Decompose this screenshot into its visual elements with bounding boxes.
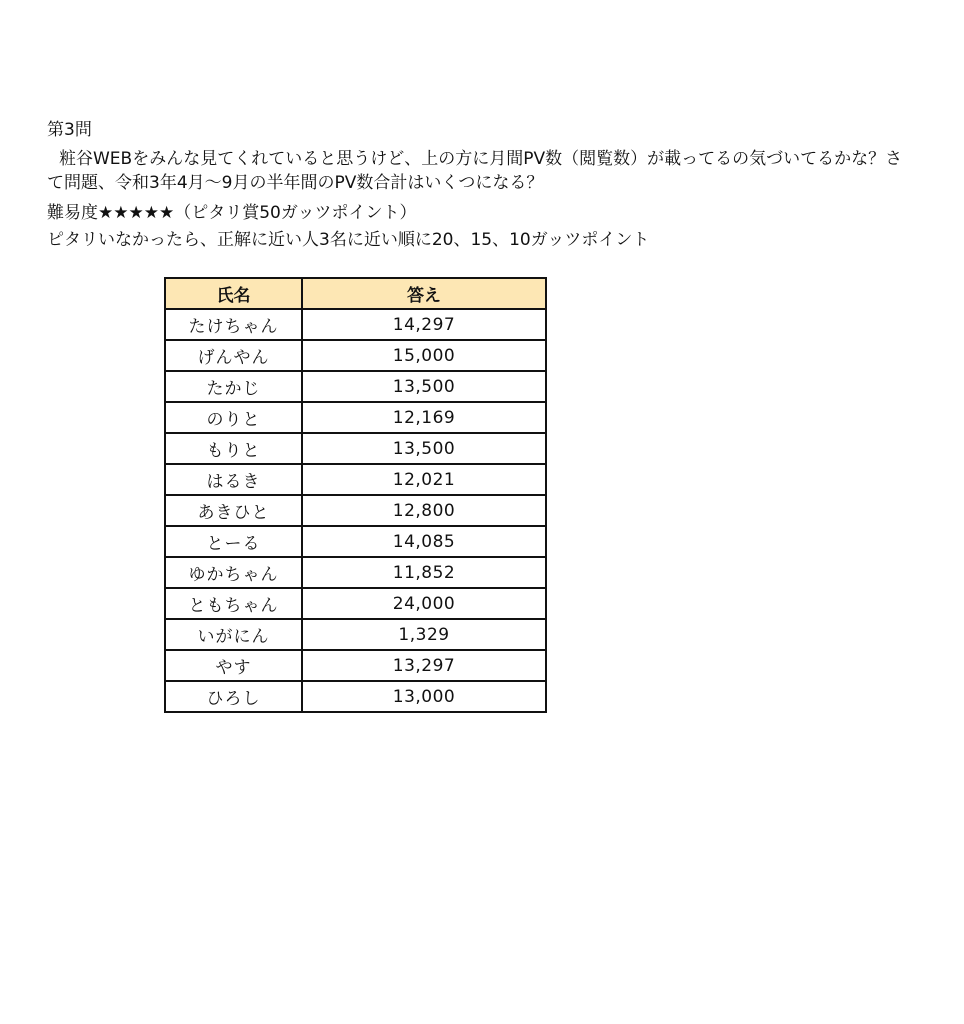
cell-name: たけちゃん bbox=[165, 309, 302, 340]
table-row bbox=[165, 464, 546, 495]
question-title: 第3問 bbox=[47, 120, 92, 140]
cell-name: いがにん bbox=[165, 619, 302, 650]
cell-name: ゆかちゃん bbox=[165, 557, 302, 588]
table-row bbox=[165, 650, 546, 681]
cell-name: のりと bbox=[165, 402, 302, 433]
table-row bbox=[165, 588, 546, 619]
table-row bbox=[165, 619, 546, 650]
table-row bbox=[165, 371, 546, 402]
table-row bbox=[165, 557, 546, 588]
difficulty-line: 難易度★★★★★（ピタリ賞50ガッツポイント） bbox=[47, 203, 417, 223]
cell-name: やす bbox=[165, 650, 302, 681]
cell-answer: 15,000 bbox=[302, 340, 546, 371]
cell-answer: 13,297 bbox=[302, 650, 546, 681]
cell-answer: 14,297 bbox=[302, 309, 546, 340]
cell-name: たかじ bbox=[165, 371, 302, 402]
cell-answer: 13,000 bbox=[302, 681, 546, 712]
cell-answer: 12,800 bbox=[302, 495, 546, 526]
table-row bbox=[165, 309, 546, 340]
cell-name: とーる bbox=[165, 526, 302, 557]
table-row bbox=[165, 340, 546, 371]
answers-table bbox=[164, 277, 547, 713]
table-header-row bbox=[165, 278, 546, 309]
cell-name: げんやん bbox=[165, 340, 302, 371]
header-answer: 答え bbox=[302, 278, 546, 309]
table-row bbox=[165, 402, 546, 433]
cell-name: ひろし bbox=[165, 681, 302, 712]
question-body: 粧谷WEBをみんな見てくれていると思うけど、上の方に月間PV数（閲覧数）が載ってるの気づいてるかな？さて問題、令和3年4月～9月の半年間のPV数合計はいくつになる？ bbox=[47, 149, 903, 193]
cell-answer: 1,329 bbox=[302, 619, 546, 650]
cell-name: あきひと bbox=[165, 495, 302, 526]
cell-answer: 24,000 bbox=[302, 588, 546, 619]
cell-answer: 13,500 bbox=[302, 371, 546, 402]
cell-name: もりと bbox=[165, 433, 302, 464]
cell-answer: 12,021 bbox=[302, 464, 546, 495]
cell-answer: 13,500 bbox=[302, 433, 546, 464]
header-name: 氏名 bbox=[165, 278, 302, 309]
question-block bbox=[47, 118, 927, 252]
table-row bbox=[165, 526, 546, 557]
cell-name: ともちゃん bbox=[165, 588, 302, 619]
table-row bbox=[165, 433, 546, 464]
table-row bbox=[165, 681, 546, 712]
fallback-rule: ピタリいなかったら、正解に近い人3名に近い順に20、15、10ガッツポイント bbox=[47, 230, 650, 250]
cell-answer: 14,085 bbox=[302, 526, 546, 557]
cell-answer: 12,169 bbox=[302, 402, 546, 433]
table-row bbox=[165, 495, 546, 526]
cell-name: はるき bbox=[165, 464, 302, 495]
cell-answer: 11,852 bbox=[302, 557, 546, 588]
